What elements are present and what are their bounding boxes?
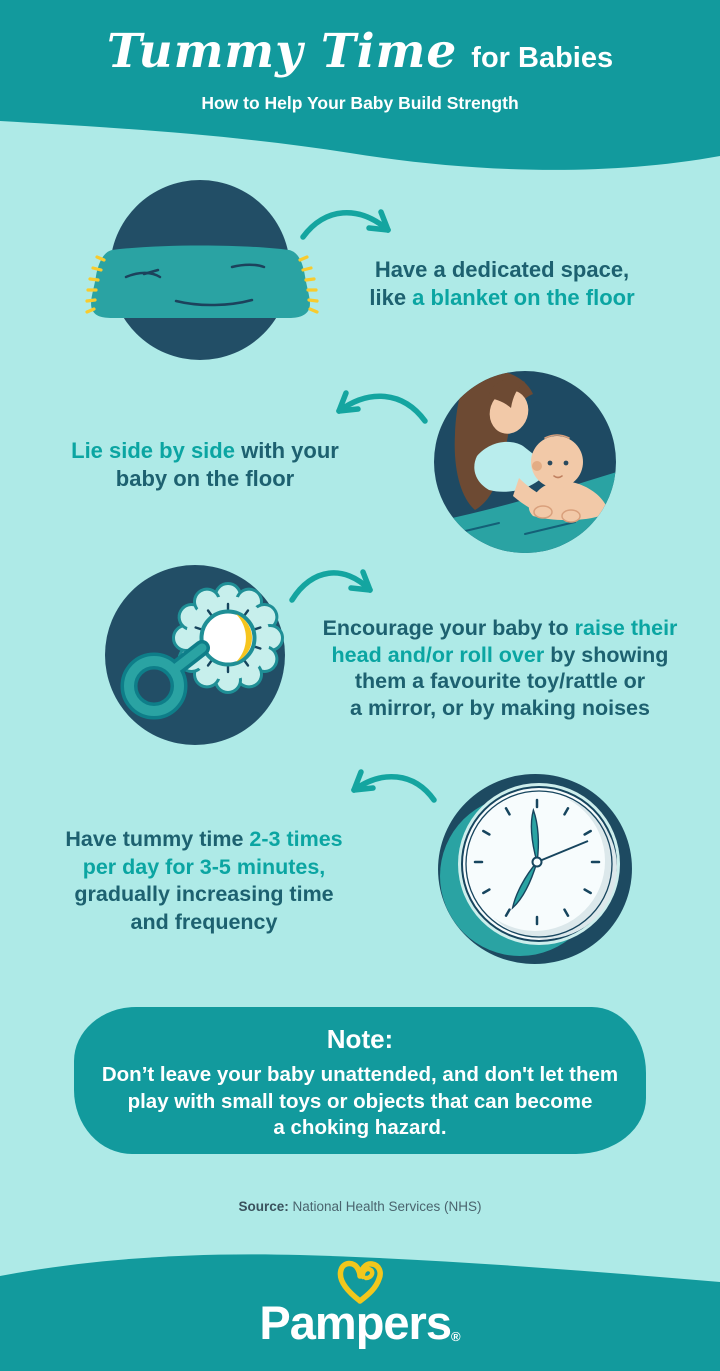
- brand-wordmark: [259, 1296, 461, 1360]
- note-box: [74, 1007, 646, 1154]
- step-4-text: Have tummy time 2-3 times per day for 3-5 minutes, gradually increasing time and frequency: [65, 827, 343, 934]
- step-2-text: Lie side by side with your baby on the floor: [71, 438, 339, 491]
- step-1-text: Have a dedicated space, like a blanket on the floor: [369, 257, 635, 310]
- baby-rattle-illustration: [102, 562, 288, 748]
- title-suffix: for Babies: [471, 42, 614, 74]
- registered-mark: ®: [450, 1329, 461, 1344]
- source-line: [0, 1199, 720, 1214]
- curved-arrow-icon: [323, 381, 431, 437]
- wall-clock-illustration: [434, 770, 636, 968]
- source-label: Source:: [238, 1199, 289, 1214]
- page-title: [0, 24, 720, 80]
- note-title: Note:: [326, 1024, 394, 1054]
- pampers-logo: [0, 1258, 720, 1360]
- parent-and-baby-illustration: [433, 370, 617, 554]
- blanket-illustration: [84, 177, 320, 367]
- step-3-text: Encourage your baby to raise their head and/or roll over by showing them a favourite toy/rattle or a mirror, or by making noises: [322, 616, 678, 720]
- title-script: Tummy Time: [106, 24, 458, 79]
- curved-arrow-icon: [340, 764, 440, 816]
- curved-arrow-icon: [286, 556, 384, 616]
- brand-text: Pampers: [259, 1296, 451, 1349]
- curved-arrow-icon: [297, 197, 401, 253]
- source-text: National Health Services (NHS): [288, 1199, 482, 1214]
- page-subtitle: How to Help Your Baby Build Strength: [201, 93, 519, 113]
- note-body: Don’t leave your baby unattended, and don't let them play with small toys or objects that can become a choking hazard.: [101, 1063, 619, 1139]
